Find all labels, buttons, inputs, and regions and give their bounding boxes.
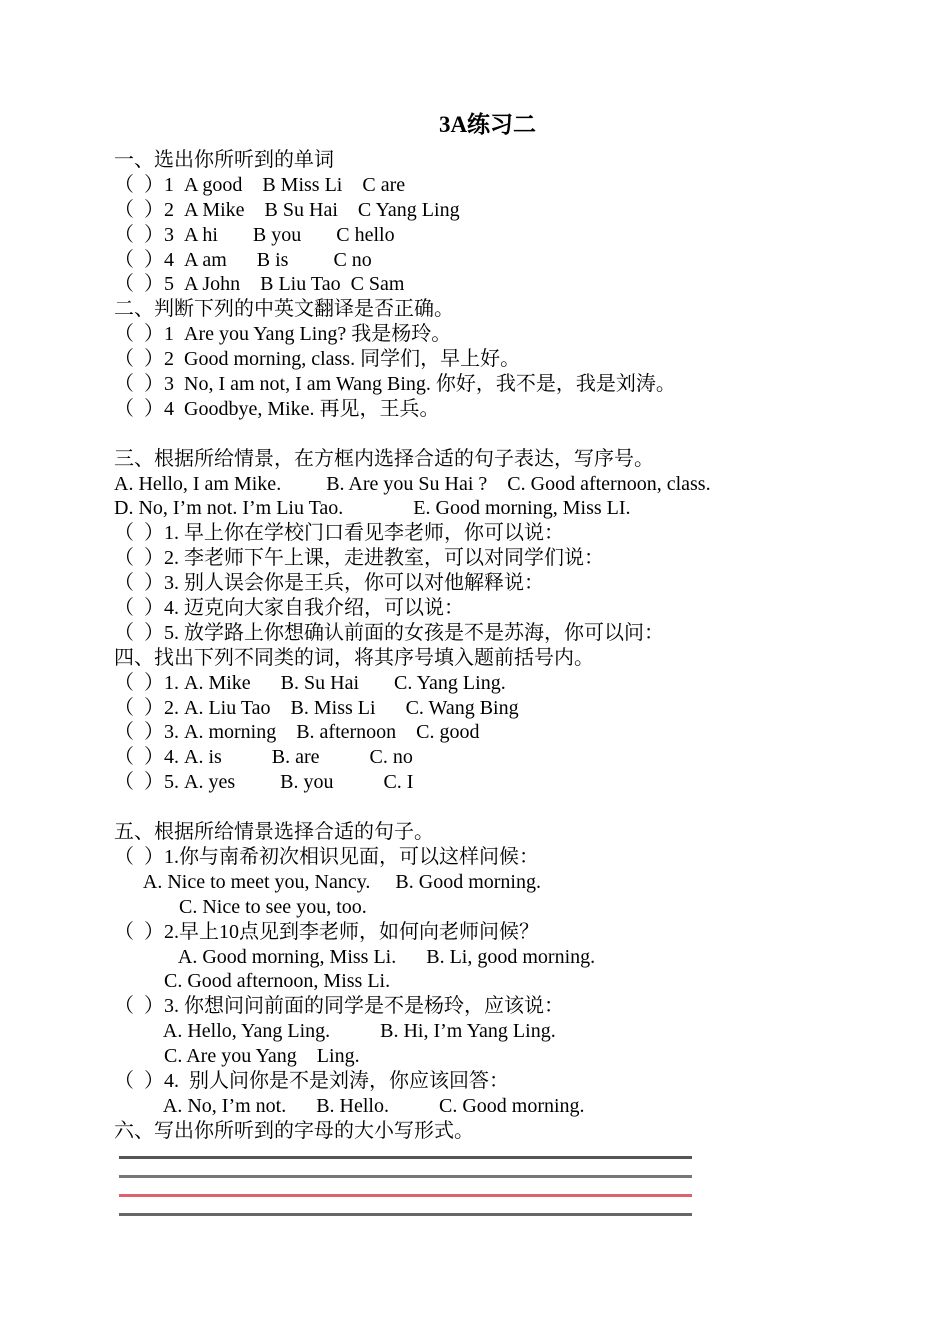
question-line: （ ）5. A. yes B. you C. I xyxy=(114,771,414,794)
question-line: （ ）4. A. is B. are C. no xyxy=(114,746,413,769)
page-title: 3A练习二 xyxy=(438,112,537,137)
section-heading: 五、根据所给情景选择合适的句子。 xyxy=(114,821,434,844)
option-line: A. Hello, I am Mike. B. Are you Su Hai ? C. Good afternoon, class. xyxy=(114,472,711,495)
question-line: （ ）3 A hi B you C hello xyxy=(114,223,395,246)
question-line: （ ）3. 别人误会你是王兵，你可以对他解释说： xyxy=(114,572,544,595)
question-line: （ ）3. A. morning B. afternoon C. good xyxy=(114,721,480,744)
option-line: C. Good afternoon, Miss Li. xyxy=(114,970,391,993)
option-line: A. Good morning, Miss Li. B. Li, good morning. xyxy=(114,945,596,968)
writing-line xyxy=(119,1194,692,1197)
question-line: （ ）2.早上10点见到李老师，如何向老师问候？ xyxy=(114,920,539,943)
question-line: （ ）5. 放学路上你想确认前面的女孩是不是苏海，你可以问： xyxy=(114,621,664,644)
question-line: （ ）2 A Mike B Su Hai C Yang Ling xyxy=(114,198,460,221)
question-line: （ ）1.你与南希初次相识见面，可以这样问候： xyxy=(114,845,539,868)
writing-line xyxy=(119,1175,692,1178)
question-line: （ ）4 Goodbye, Mike. 再见，王兵。 xyxy=(114,397,440,420)
writing-line xyxy=(119,1213,692,1216)
question-line: （ ）1 Are you Yang Ling? 我是杨玲。 xyxy=(114,323,452,346)
question-line: （ ）4. 别人问你是不是刘涛，你应该回答： xyxy=(114,1069,509,1092)
question-line: （ ）3 No, I am not, I am Wang Bing. 你好，我不是，我是刘涛。 xyxy=(114,373,676,396)
spacer xyxy=(114,795,874,820)
question-line: （ ）2. 李老师下午上课，走进教室，可以对同学们说： xyxy=(114,547,604,570)
option-line: A. No, I’m not. B. Hello. C. Good morning. xyxy=(114,1094,585,1117)
option-line: C. Nice to see you, too. xyxy=(114,895,367,918)
question-line: （ ）4 A am B is C no xyxy=(114,248,372,271)
question-line: （ ）2 Good morning, class. 同学们，早上好。 xyxy=(114,348,521,371)
section-heading: 六、写出你所听到的字母的大小写形式。 xyxy=(114,1119,474,1142)
option-line: C. Are you Yang Ling. xyxy=(114,1045,360,1068)
section-heading: 四、找出下列不同类的词，将其序号填入题前括号内。 xyxy=(114,646,594,669)
question-line: （ ）1. A. Mike B. Su Hai C. Yang Ling. xyxy=(114,671,506,694)
section-heading: 二、判断下列的中英文翻译是否正确。 xyxy=(114,298,454,321)
spacer xyxy=(114,422,874,447)
question-line: （ ）1 A good B Miss Li C are xyxy=(114,173,406,196)
option-line: D. No, I’m not. I’m Liu Tao. E. Good morning, Miss LI. xyxy=(114,497,631,520)
handwriting-lines xyxy=(114,1152,714,1222)
question-line: （ ）1. 早上你在学校门口看见李老师，你可以说： xyxy=(114,522,564,545)
writing-line xyxy=(119,1156,692,1159)
option-line: A. Hello, Yang Ling. B. Hi, I’m Yang Ling. xyxy=(114,1020,556,1043)
question-line: （ ）5 A John B Liu Tao C Sam xyxy=(114,273,405,296)
section-heading: 一、选出你所听到的单词 xyxy=(114,149,334,171)
section-heading: 三、根据所给情景，在方框内选择合适的句子表达，写序号。 xyxy=(114,447,654,470)
worksheet-content xyxy=(114,148,874,1144)
option-line: A. Nice to meet you, Nancy. B. Good morning. xyxy=(114,870,541,893)
question-line: （ ）2. A. Liu Tao B. Miss Li C. Wang Bing xyxy=(114,696,519,719)
question-line: （ ）3. 你想问问前面的同学是不是杨玲，应该说： xyxy=(114,995,564,1018)
question-line: （ ）4. 迈克向大家自我介绍，可以说： xyxy=(114,597,464,620)
